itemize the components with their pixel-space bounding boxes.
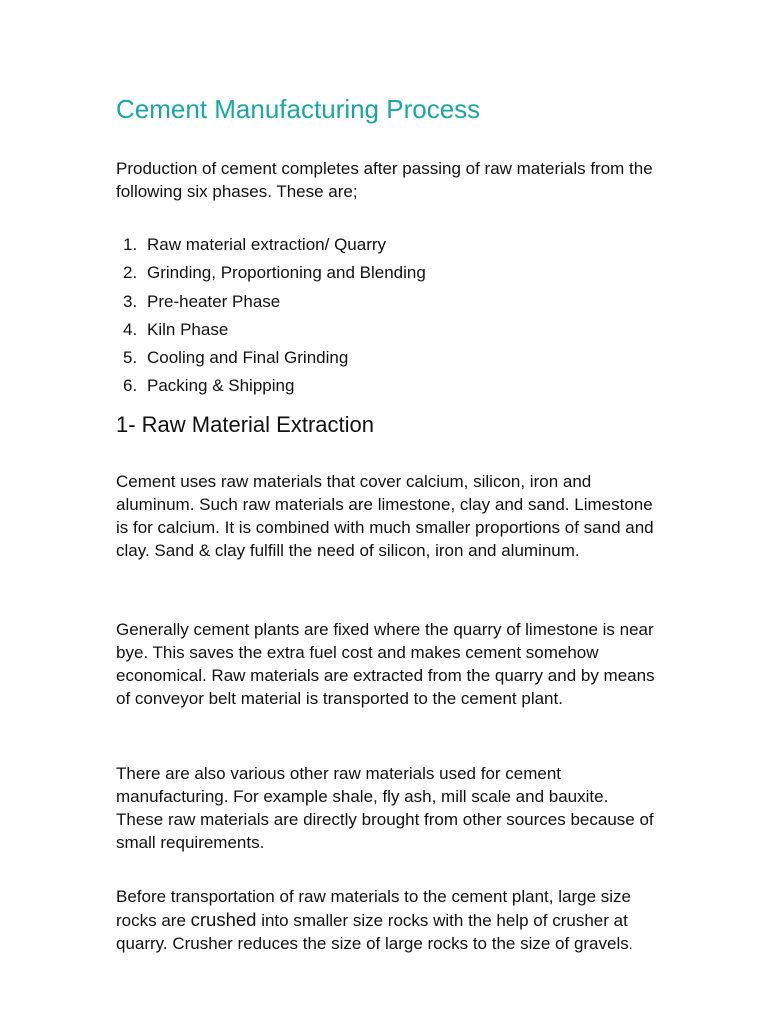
list-item: [116, 317, 426, 345]
list-number: 5.: [123, 348, 138, 368]
list-item: [116, 345, 426, 373]
paragraph-plant-location: Generally cement plants are fixed where the quarry of limestone is near bye. This saves the extra fuel cost and makes cement somehow economical. Raw materials are extracted from the quarry and by means of conveyor belt material is transported to the cement plant.: [116, 620, 655, 708]
list-item: [116, 373, 426, 401]
document-title: Cement Manufacturing Process: [116, 94, 481, 124]
list-label: Grinding, Proportioning and Blending: [147, 263, 426, 283]
list-number: 2.: [123, 263, 138, 283]
list-item: [116, 260, 426, 288]
phases-list: [116, 232, 426, 402]
list-item: [116, 232, 426, 260]
paragraph-raw-materials: Cement uses raw materials that cover calcium, silicon, iron and aluminum. Such raw materials are limestone, clay and sand. Limestone is for calcium. It is combined with much smaller proportions of sand and clay. Sand & clay fulfill the need of silicon, iron and aluminum.: [116, 472, 654, 560]
list-number: 6.: [123, 376, 138, 396]
list-item: [116, 289, 426, 317]
list-label: Cooling and Final Grinding: [147, 348, 349, 368]
list-number: 3.: [123, 291, 138, 311]
section-heading: 1- Raw Material Extraction: [116, 412, 374, 437]
list-label: Pre-heater Phase: [147, 291, 281, 311]
list-label: Kiln Phase: [147, 319, 229, 339]
paragraph-text: Before transportation of raw materials to the cement plant, large size rocks are: [116, 887, 631, 930]
paragraph-text-period: .: [628, 936, 633, 952]
list-label: Raw material extraction/ Quarry: [147, 235, 387, 254]
intro-paragraph: Production of cement completes after passing of raw materials from the following six phases. These are;: [116, 159, 653, 201]
paragraph-text: into smaller size rocks with the help of crusher at quarry. Crusher reduces the size of large rocks to the size of gravels: [116, 911, 629, 953]
paragraph-other-materials: There are also various other raw materials used for cement manufacturing. For example shale, fly ash, mill scale and bauxite. These raw materials are directly brought from other sources because of small requirements.: [116, 764, 654, 852]
paragraph-crushing: [116, 885, 656, 956]
list-number: 1.: [123, 235, 138, 254]
list-number: 4.: [123, 319, 138, 339]
list-label: Packing & Shipping: [147, 376, 295, 396]
paragraph-text-emphasis: crushed: [190, 909, 257, 930]
